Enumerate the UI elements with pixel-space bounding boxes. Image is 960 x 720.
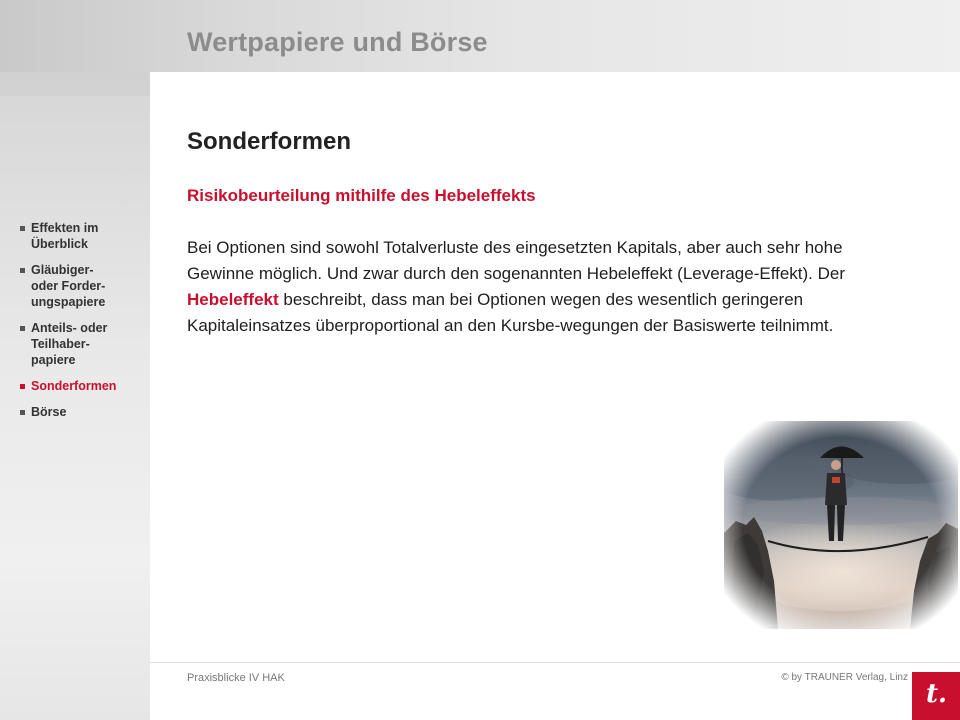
bullet-icon (20, 268, 25, 273)
sidebar-item-label: Sonderformen (31, 379, 117, 393)
photo-illustration (724, 421, 958, 629)
sidebar-item-effekten[interactable] (20, 220, 150, 252)
sidebar-item-label: Anteils- oder Teilhaber- papiere (31, 321, 108, 367)
sidebar-top-strip (0, 72, 150, 96)
logo-text: t. (926, 679, 948, 709)
sidebar-item-label: Gläubiger- oder Forder- ungspapiere (31, 263, 106, 309)
footer-course: Praxisblicke IV HAK (187, 672, 285, 684)
businessman-umbrella-tightrope-photo (724, 421, 958, 629)
paragraph-text: beschreibt, dass man bei Optionen wegen des wesentlich geringeren Kapitaleinsatzes überproportional an den Kursbe-wegungen der Basiswerte teilnimmt. (187, 290, 834, 335)
body-paragraph (187, 235, 912, 339)
sidebar-item-sonderformen[interactable] (20, 378, 150, 394)
subheading: Risikobeurteilung mithilfe des Hebeleffekts (187, 186, 536, 205)
sidebar-item-label: Börse (31, 405, 67, 419)
sidebar-nav (20, 220, 150, 430)
page-title: Wertpapiere und Börse (187, 27, 488, 57)
bullet-icon (20, 384, 25, 389)
highlighted-term: Hebeleffekt (187, 290, 279, 309)
trauner-logo (912, 672, 960, 720)
paragraph-text: Bei Optionen sind sowohl Totalverluste des eingesetzten Kapitals, aber auch sehr hohe Gewinne möglich. Und zwar durch den sogenannten Hebeleffekt (Leverage-Effekt). Der (187, 238, 846, 283)
sidebar-item-glaeubigerpapiere[interactable] (20, 262, 150, 310)
header-bar (0, 0, 960, 72)
section-title: Sonderformen (187, 128, 352, 155)
footer-copyright: © by TRAUNER Verlag, Linz (781, 672, 908, 683)
bullet-icon (20, 326, 25, 331)
footer-divider (150, 662, 960, 663)
sidebar-item-label: Effekten im Überblick (31, 221, 99, 251)
sidebar-item-teilhaberpapiere[interactable] (20, 320, 150, 368)
bullet-icon (20, 410, 25, 415)
sidebar-item-boerse[interactable] (20, 404, 150, 420)
bullet-icon (20, 226, 25, 231)
